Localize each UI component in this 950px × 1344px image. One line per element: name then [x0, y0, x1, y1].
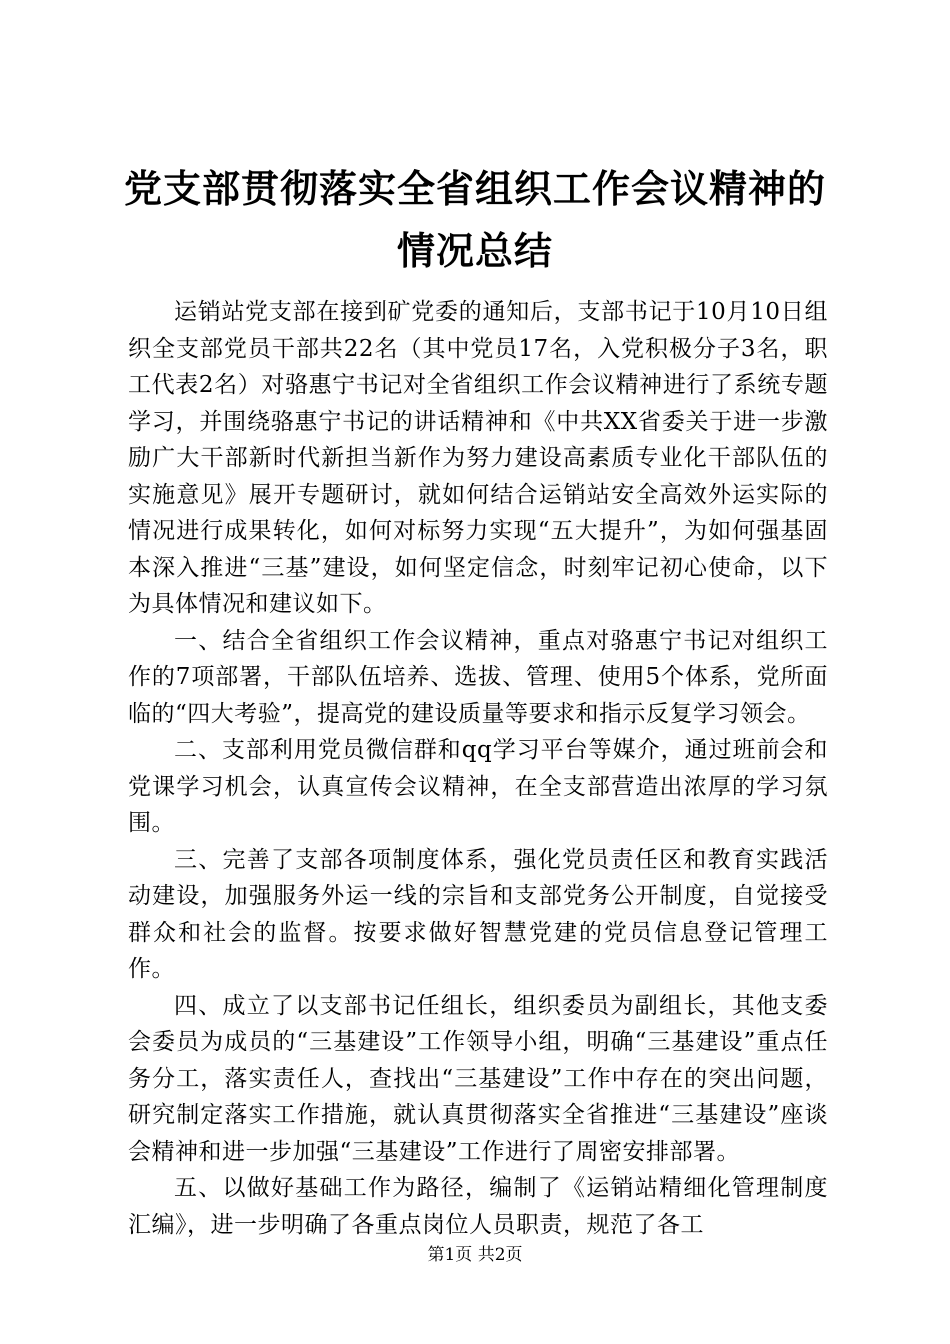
- paragraph-intro: 运销站党支部在接到矿党委的通知后，支部书记于10月10日组织全支部党员干部共22名（其中党员17名，入党积极分子3名，职工代表2名）对骆惠宁书记对全省组织工作会议精神进行了系统专题学习，并围绕骆惠宁书记的讲话精神和《中共XX省委关于进一步激励广大干部新时代新担当新作为努力建设高素质专业化干部队伍的实施意见》展开专题研讨，就如何结合运销站安全高效外运实际的情况进行成果转化，如何对标努力实现“五大提升”，为如何强基固本深入推进“三基”建设，如何坚定信念，时刻牢记初心使命，以下为具体情况和建议如下。: [128, 299, 828, 617]
- page-number-footer: 第1页 共2页: [427, 1245, 523, 1265]
- document-title: 党支部贯彻落实全省组织工作会议精神的情况总结: [123, 167, 826, 273]
- paragraph-item-5: 五、以做好基础工作为路径，编制了《运销站精细化管理制度汇编》，进一步明确了各重点岗位人员职责，规范了各工: [128, 1175, 828, 1238]
- document-body: [128, 294, 828, 1243]
- paragraph-item-1: 一、结合全省组织工作会议精神，重点对骆惠宁书记对组织工作的7项部署，干部队伍培养、选拔、管理、使用5个体系，党所面临的“四大考验”，提高党的建设质量等要求和指示反复学习领会。: [128, 627, 828, 727]
- paragraph-item-2: 二、支部利用党员微信群和qq学习平台等媒介，通过班前会和党课学习机会，认真宣传会议精神，在全支部营造出浓厚的学习氛围。: [128, 737, 828, 836]
- paragraph-item-4: 四、成立了以支部书记任组长，组织委员为副组长，其他支委会委员为成员的“三基建设”工作领导小组，明确“三基建设”重点任务分工，落实责任人，查找出“三基建设”工作中存在的突出问题，研究制定落实工作措施，就认真贯彻落实全省推进“三基建设”座谈会精神和进一步加强“三基建设”工作进行了周密安排部署。: [128, 992, 828, 1165]
- paragraph-item-3: 三、完善了支部各项制度体系，强化党员责任区和教育实践活动建设，加强服务外运一线的宗旨和支部党务公开制度，自觉接受群众和社会的监督。按要求做好智慧党建的党员信息登记管理工作。: [128, 846, 828, 982]
